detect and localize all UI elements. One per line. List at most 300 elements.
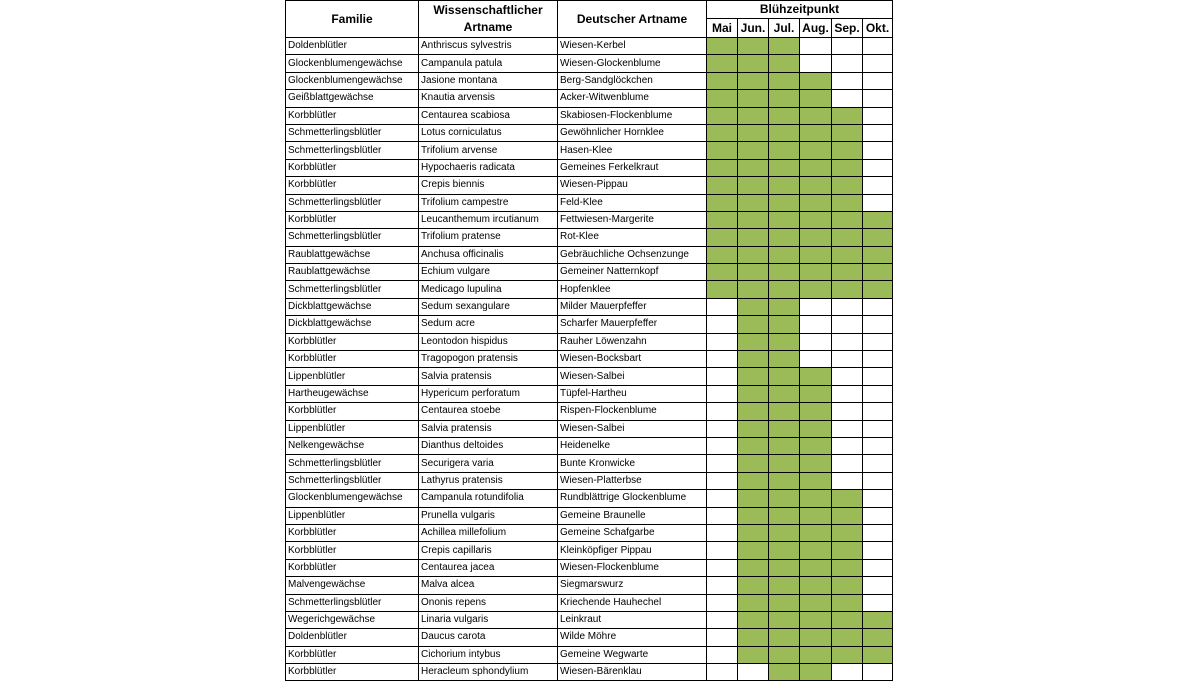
cell-familie: Korbblütler [286,646,419,663]
bloom-cell-filled [707,72,738,89]
cell-deutscher-name: Siegmarswurz [558,577,707,594]
bloom-cell-filled [800,559,832,576]
bloom-cell-filled [738,351,769,368]
table-row [286,472,893,489]
month-header: Aug. [800,19,832,38]
cell-familie: Schmetterlingsblütler [286,142,419,159]
cell-deutscher-name: Wiesen-Kerbel [558,38,707,55]
bloom-cell-filled [800,385,832,402]
bloom-cell-filled [738,229,769,246]
bloom-cell-empty [863,177,893,194]
table-row [286,664,893,681]
bloom-cell-empty [863,385,893,402]
cell-familie: Malvengewächse [286,577,419,594]
header-bluehzeitpunkt: Blühzeitpunkt [707,1,893,19]
bloom-cell-filled [832,124,863,141]
bloom-cell-empty [800,298,832,315]
bloom-cell-filled [769,142,800,159]
table-row [286,142,893,159]
bloom-cell-empty [707,594,738,611]
bloom-cell-filled [707,177,738,194]
cell-deutscher-name: Wiesen-Pippau [558,177,707,194]
bloom-cell-empty [863,124,893,141]
bloom-cell-filled [738,281,769,298]
table-row [286,194,893,211]
bloom-cell-filled [769,611,800,628]
cell-wissenschaftlicher-name: Leontodon hispidus [419,333,558,350]
cell-wissenschaftlicher-name: Sedum sexangulare [419,298,558,315]
table-row [286,594,893,611]
bloom-cell-empty [832,368,863,385]
bloom-cell-empty [707,542,738,559]
bloom-cell-filled [738,507,769,524]
cell-familie: Glockenblumengewächse [286,490,419,507]
cell-deutscher-name: Feld-Klee [558,194,707,211]
bloom-cell-filled [738,437,769,454]
table-row [286,72,893,89]
bloom-cell-filled [863,629,893,646]
bloom-cell-filled [769,594,800,611]
bloom-cell-empty [832,298,863,315]
bloom-cell-filled [800,524,832,541]
cell-deutscher-name: Gemeiner Natternkopf [558,264,707,281]
table-row [286,90,893,107]
bloom-cell-filled [769,229,800,246]
table-row [286,351,893,368]
cell-wissenschaftlicher-name: Tragopogon pratensis [419,351,558,368]
bloom-cell-empty [863,194,893,211]
month-header: Okt. [863,19,893,38]
table-row [286,455,893,472]
cell-deutscher-name: Skabiosen-Flockenblume [558,107,707,124]
bloom-cell-filled [832,194,863,211]
cell-familie: Schmetterlingsblütler [286,281,419,298]
table-row [286,524,893,541]
bloom-cell-filled [769,211,800,228]
cell-deutscher-name: Hasen-Klee [558,142,707,159]
cell-wissenschaftlicher-name: Centaurea jacea [419,559,558,576]
bloom-cell-filled [800,264,832,281]
cell-familie: Schmetterlingsblütler [286,594,419,611]
table-row [286,316,893,333]
bloom-cell-filled [769,472,800,489]
bloom-cell-empty [863,437,893,454]
bloom-cell-filled [800,577,832,594]
bloom-cell-filled [863,229,893,246]
cell-familie: Hartheugewächse [286,385,419,402]
table-row [286,611,893,628]
table-row [286,298,893,315]
bloom-cell-empty [707,316,738,333]
bloom-cell-filled [832,524,863,541]
bloom-cell-filled [769,72,800,89]
bloom-cell-filled [738,403,769,420]
cell-wissenschaftlicher-name: Campanula patula [419,55,558,72]
bloom-table [285,0,893,681]
bloom-cell-filled [769,177,800,194]
bloom-cell-filled [863,264,893,281]
bloom-cell-empty [832,472,863,489]
cell-familie: Korbblütler [286,107,419,124]
table-row [286,177,893,194]
bloom-cell-empty [707,629,738,646]
table-row [286,437,893,454]
bloom-cell-filled [738,646,769,663]
bloom-cell-filled [769,664,800,681]
cell-wissenschaftlicher-name: Echium vulgare [419,264,558,281]
bloom-cell-empty [863,559,893,576]
bloom-cell-empty [863,403,893,420]
table-row [286,490,893,507]
bloom-cell-filled [769,385,800,402]
cell-deutscher-name: Tüpfel-Hartheu [558,385,707,402]
bloom-cell-filled [738,385,769,402]
cell-wissenschaftlicher-name: Dianthus deltoides [419,437,558,454]
cell-familie: Nelkengewächse [286,437,419,454]
cell-familie: Korbblütler [286,403,419,420]
cell-deutscher-name: Gewöhnlicher Hornklee [558,124,707,141]
bloom-cell-empty [832,316,863,333]
cell-wissenschaftlicher-name: Trifolium pratense [419,229,558,246]
bloom-cell-filled [738,559,769,576]
bloom-cell-filled [769,437,800,454]
bloom-cell-empty [707,385,738,402]
cell-wissenschaftlicher-name: Medicago lupulina [419,281,558,298]
cell-wissenschaftlicher-name: Campanula rotundifolia [419,490,558,507]
cell-wissenschaftlicher-name: Knautia arvensis [419,90,558,107]
bloom-cell-filled [769,542,800,559]
bloom-cell-filled [707,229,738,246]
cell-familie: Korbblütler [286,177,419,194]
bloom-cell-empty [863,594,893,611]
bloom-cell-filled [800,507,832,524]
bloom-cell-filled [769,159,800,176]
bloom-cell-empty [707,437,738,454]
bloom-cell-filled [800,159,832,176]
cell-deutscher-name: Gebräuchliche Ochsenzunge [558,246,707,263]
bloom-cell-filled [769,90,800,107]
bloom-cell-filled [800,594,832,611]
table-row [286,420,893,437]
bloom-cell-filled [738,611,769,628]
bloom-cell-empty [863,524,893,541]
bloom-cell-empty [832,55,863,72]
bloom-cell-empty [707,368,738,385]
bloom-cell-empty [832,333,863,350]
bloom-cell-empty [707,664,738,681]
bloom-cell-empty [832,72,863,89]
bloom-cell-filled [738,333,769,350]
bloom-cell-filled [832,559,863,576]
cell-deutscher-name: Wiesen-Flockenblume [558,559,707,576]
bloom-cell-filled [863,246,893,263]
cell-wissenschaftlicher-name: Malva alcea [419,577,558,594]
bloom-cell-empty [800,55,832,72]
bloom-cell-empty [863,472,893,489]
cell-deutscher-name: Wiesen-Bärenklau [558,664,707,681]
cell-wissenschaftlicher-name: Sedum acre [419,316,558,333]
cell-deutscher-name: Scharfer Mauerpfeffer [558,316,707,333]
bloom-cell-empty [707,455,738,472]
bloom-cell-filled [707,246,738,263]
cell-familie: Korbblütler [286,664,419,681]
bloom-cell-empty [863,351,893,368]
bloom-cell-empty [738,664,769,681]
bloom-cell-empty [707,420,738,437]
bloom-cell-filled [738,490,769,507]
bloom-cell-empty [863,142,893,159]
bloom-cell-filled [707,124,738,141]
bloom-cell-filled [832,542,863,559]
bloom-cell-filled [707,55,738,72]
cell-familie: Wegerichgewächse [286,611,419,628]
bloom-cell-filled [738,177,769,194]
bloom-cell-filled [738,159,769,176]
bloom-cell-filled [800,664,832,681]
bloom-cell-filled [800,403,832,420]
bloom-cell-empty [800,38,832,55]
cell-wissenschaftlicher-name: Lathyrus pratensis [419,472,558,489]
header-wissenschaftlicher-artname: Wissenschaftlicher Artname [419,1,558,38]
cell-deutscher-name: Rispen-Flockenblume [558,403,707,420]
bloom-cell-empty [863,664,893,681]
cell-wissenschaftlicher-name: Prunella vulgaris [419,507,558,524]
table-row [286,55,893,72]
bloom-cell-filled [707,90,738,107]
bloom-cell-empty [863,159,893,176]
table-row [286,368,893,385]
cell-familie: Geißblattgewächse [286,90,419,107]
bloom-cell-empty [863,55,893,72]
bloom-cell-filled [738,455,769,472]
table-body [286,38,893,681]
bloom-cell-filled [800,211,832,228]
bloom-cell-filled [832,611,863,628]
bloom-cell-filled [800,142,832,159]
bloom-cell-filled [800,107,832,124]
bloom-cell-filled [769,124,800,141]
bloom-cell-filled [769,455,800,472]
cell-deutscher-name: Acker-Witwenblume [558,90,707,107]
bloom-cell-filled [769,246,800,263]
bloom-cell-filled [769,194,800,211]
bloom-cell-filled [769,281,800,298]
bloom-cell-empty [832,90,863,107]
bloom-cell-filled [832,594,863,611]
bloom-cell-filled [738,55,769,72]
cell-wissenschaftlicher-name: Centaurea stoebe [419,403,558,420]
bloom-cell-empty [863,490,893,507]
bloom-cell-filled [707,142,738,159]
bloom-cell-empty [800,351,832,368]
cell-wissenschaftlicher-name: Crepis capillaris [419,542,558,559]
bloom-cell-empty [863,38,893,55]
bloom-cell-filled [738,524,769,541]
cell-deutscher-name: Wiesen-Bocksbart [558,351,707,368]
table-row [286,559,893,576]
table-row [286,646,893,663]
bloom-cell-filled [769,264,800,281]
bloom-cell-filled [832,629,863,646]
cell-deutscher-name: Berg-Sandglöckchen [558,72,707,89]
bloom-cell-filled [800,646,832,663]
cell-wissenschaftlicher-name: Achillea millefolium [419,524,558,541]
bloom-cell-filled [769,559,800,576]
bloom-cell-filled [769,524,800,541]
table-row [286,229,893,246]
cell-familie: Korbblütler [286,159,419,176]
bloom-cell-filled [769,107,800,124]
bloom-cell-filled [800,437,832,454]
bloom-cell-filled [800,472,832,489]
bloom-cell-empty [863,368,893,385]
table-row [286,403,893,420]
cell-deutscher-name: Heidenelke [558,437,707,454]
bloom-cell-empty [800,316,832,333]
cell-deutscher-name: Bunte Kronwicke [558,455,707,472]
cell-wissenschaftlicher-name: Trifolium arvense [419,142,558,159]
bloom-cell-filled [738,420,769,437]
cell-familie: Raublattgewächse [286,264,419,281]
header-familie: Familie [286,1,419,38]
bloom-cell-empty [863,420,893,437]
bloom-cell-empty [707,559,738,576]
bloom-cell-filled [800,194,832,211]
bloom-cell-empty [707,333,738,350]
cell-familie: Lippenblütler [286,368,419,385]
bloom-cell-filled [738,264,769,281]
cell-familie: Korbblütler [286,211,419,228]
bloom-cell-empty [707,577,738,594]
month-header: Jul. [769,19,800,38]
cell-familie: Korbblütler [286,524,419,541]
cell-wissenschaftlicher-name: Leucanthemum ircutianum [419,211,558,228]
month-header: Mai [707,19,738,38]
cell-deutscher-name: Gemeines Ferkelkraut [558,159,707,176]
bloom-table-sheet [285,0,893,681]
bloom-cell-filled [800,420,832,437]
bloom-cell-filled [738,472,769,489]
cell-deutscher-name: Hopfenklee [558,281,707,298]
table-row [286,577,893,594]
bloom-cell-filled [707,211,738,228]
bloom-cell-filled [769,55,800,72]
bloom-cell-filled [738,629,769,646]
bloom-cell-empty [707,472,738,489]
cell-wissenschaftlicher-name: Trifolium campestre [419,194,558,211]
table-row [286,246,893,263]
cell-deutscher-name: Gemeine Schafgarbe [558,524,707,541]
table-row [286,629,893,646]
bloom-cell-empty [707,298,738,315]
cell-deutscher-name: Wiesen-Glockenblume [558,55,707,72]
cell-deutscher-name: Gemeine Wegwarte [558,646,707,663]
bloom-cell-empty [707,351,738,368]
bloom-cell-filled [738,316,769,333]
cell-familie: Schmetterlingsblütler [286,229,419,246]
table-row [286,38,893,55]
month-header: Sep. [832,19,863,38]
bloom-cell-filled [769,629,800,646]
cell-deutscher-name: Rot-Klee [558,229,707,246]
table-row [286,159,893,176]
bloom-cell-filled [738,211,769,228]
cell-wissenschaftlicher-name: Anchusa officinalis [419,246,558,263]
table-row [286,333,893,350]
bloom-cell-filled [832,211,863,228]
bloom-cell-empty [707,524,738,541]
cell-familie: Korbblütler [286,351,419,368]
bloom-cell-filled [832,577,863,594]
table-row [286,281,893,298]
bloom-cell-filled [738,72,769,89]
bloom-cell-filled [832,646,863,663]
bloom-cell-empty [863,333,893,350]
bloom-cell-filled [769,368,800,385]
cell-familie: Korbblütler [286,333,419,350]
bloom-cell-filled [832,246,863,263]
cell-deutscher-name: Kleinköpfiger Pippau [558,542,707,559]
cell-deutscher-name: Wiesen-Salbei [558,420,707,437]
bloom-cell-empty [707,403,738,420]
bloom-cell-filled [769,507,800,524]
bloom-cell-filled [800,281,832,298]
bloom-cell-filled [832,264,863,281]
table-row [286,264,893,281]
cell-familie: Glockenblumengewächse [286,72,419,89]
cell-familie: Lippenblütler [286,507,419,524]
bloom-cell-filled [800,629,832,646]
cell-deutscher-name: Leinkraut [558,611,707,628]
bloom-cell-filled [738,298,769,315]
bloom-cell-empty [832,38,863,55]
bloom-cell-filled [832,177,863,194]
bloom-cell-filled [800,611,832,628]
cell-deutscher-name: Rauher Löwenzahn [558,333,707,350]
bloom-cell-filled [707,194,738,211]
bloom-cell-empty [863,107,893,124]
bloom-cell-filled [800,246,832,263]
cell-deutscher-name: Wilde Möhre [558,629,707,646]
bloom-cell-filled [863,611,893,628]
table-row [286,385,893,402]
table-row [286,542,893,559]
cell-wissenschaftlicher-name: Ononis repens [419,594,558,611]
bloom-cell-empty [800,333,832,350]
cell-familie: Dickblattgewächse [286,316,419,333]
cell-wissenschaftlicher-name: Heracleum sphondylium [419,664,558,681]
bloom-cell-empty [832,455,863,472]
cell-familie: Schmetterlingsblütler [286,194,419,211]
bloom-cell-filled [738,124,769,141]
cell-deutscher-name: Kriechende Hauhechel [558,594,707,611]
cell-wissenschaftlicher-name: Hypochaeris radicata [419,159,558,176]
bloom-cell-filled [769,646,800,663]
bloom-cell-filled [769,298,800,315]
bloom-cell-filled [800,542,832,559]
bloom-cell-filled [738,38,769,55]
cell-familie: Schmetterlingsblütler [286,455,419,472]
cell-familie: Schmetterlingsblütler [286,124,419,141]
bloom-cell-filled [769,38,800,55]
bloom-cell-empty [863,455,893,472]
cell-wissenschaftlicher-name: Salvia pratensis [419,420,558,437]
bloom-cell-filled [738,368,769,385]
bloom-cell-empty [863,72,893,89]
bloom-cell-filled [863,281,893,298]
bloom-cell-filled [800,124,832,141]
cell-deutscher-name: Milder Mauerpfeffer [558,298,707,315]
